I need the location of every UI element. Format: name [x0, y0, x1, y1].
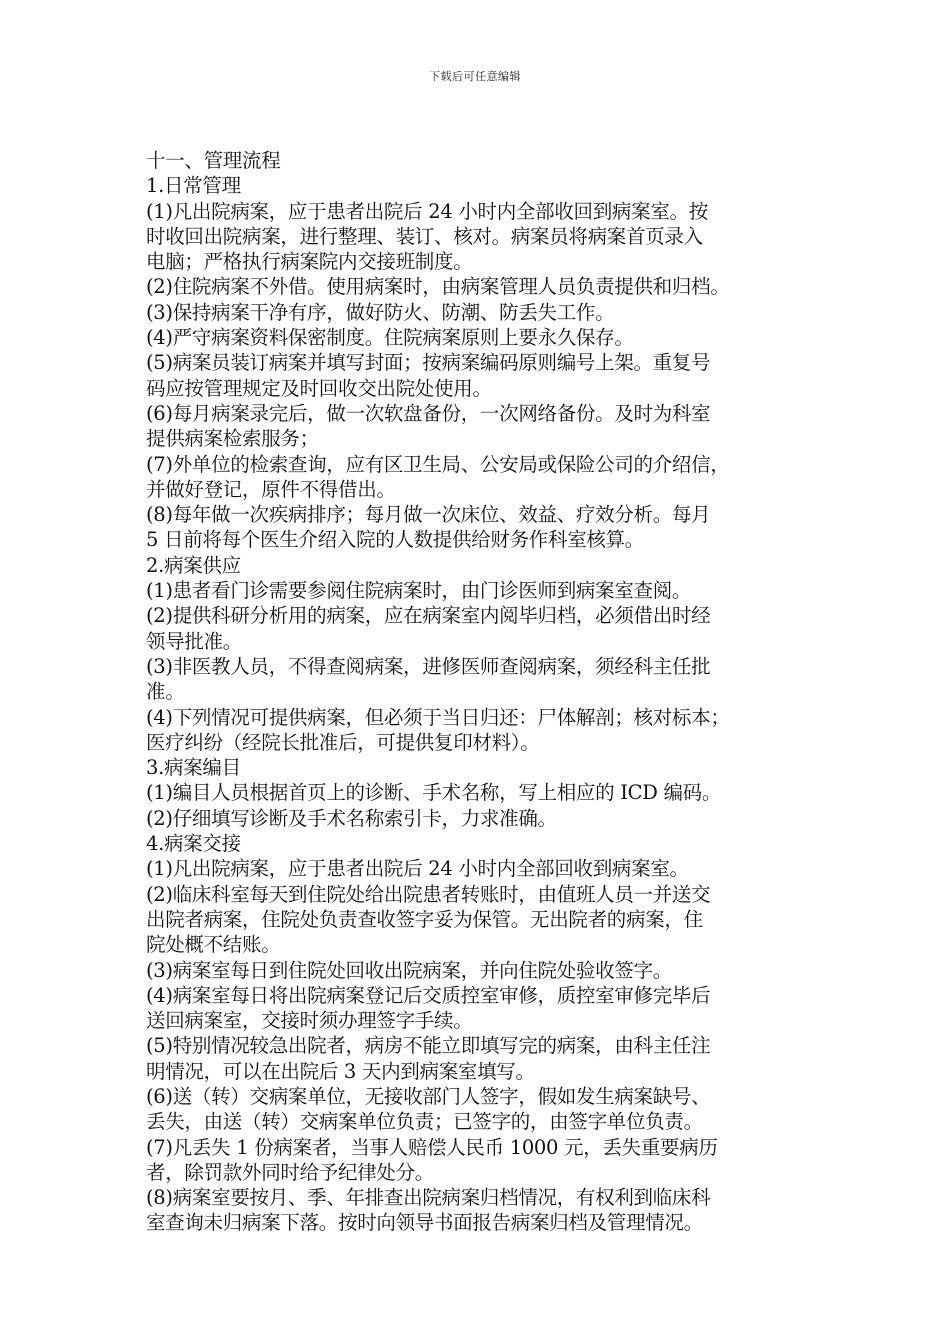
text-line: (7)外单位的检索查询，应有区卫生局、公安局或保险公司的介绍信，: [146, 452, 730, 476]
text-line: (3)病案室每日到住院处回收出院病案，并向住院处验收签字。: [146, 958, 672, 982]
text-line: (6)每月病案录完后，做一次软盘备份，一次网络备份。及时为科室: [146, 401, 711, 425]
text-line: 准。: [146, 680, 185, 704]
page-header: 下载后可任意编辑: [429, 70, 521, 83]
text-line: (8)病案室要按月、季、年排查出院病案归档情况，有权利到临床科: [146, 1186, 711, 1210]
document-body: [146, 148, 818, 1236]
text-line: 时收回出院病案，进行整理、装订、核对。病案员将病案首页录入: [146, 224, 703, 248]
text-line: (3)非医教人员，不得查阅病案，进修医师查阅病案，须经科主任批: [146, 654, 711, 678]
text-line: (5)病案员装订病案并填写封面；按病案编码原则编号上架。重复号: [146, 351, 711, 375]
text-line: 明情况，可以在出院后 3 天内到病案室填写。: [146, 1059, 535, 1083]
text-line: 者，除罚款外同时给予纪律处分。: [146, 1160, 435, 1184]
subsection-heading: 4.病案交接: [146, 832, 241, 856]
subsection-heading: 3.病案编目: [146, 756, 241, 780]
subsection-heading: 2.病案供应: [146, 553, 241, 577]
text-line: 领导批准。: [146, 629, 243, 653]
text-line: (2)提供科研分析用的病案，应在病案室内阅毕归档，必须借出时经: [146, 604, 711, 628]
text-line: (2)住院病案不外借。使用病案时，由病案管理人员负责提供和归档。: [146, 275, 730, 299]
text-line: (8)每年做一次疾病排序；每月做一次床位、效益、疗效分析。每月: [146, 503, 711, 527]
text-line: 电脑；严格执行病案院内交接班制度。: [146, 250, 473, 274]
text-line: (2)临床科室每天到住院处给出院患者转账时，由值班人员一并送交: [146, 882, 711, 906]
text-line: 提供病案检索服务；: [146, 427, 319, 451]
text-line: (3)保持病案干净有序，做好防火、防潮、防丢失工作。: [146, 300, 615, 324]
text-line: (1)编目人员根据首页上的诊断、手术名称，写上相应的 ICD 编码。: [146, 781, 722, 805]
text-line: 5 日前将每个医生介绍入院的人数提供给财务作科室核算。: [146, 528, 645, 552]
text-line: (1)凡出院病案，应于患者出院后 24 小时内全部回收到病案室。: [146, 857, 689, 881]
section-title: 十一、管理流程: [146, 149, 281, 172]
text-line: 丢失，由送（转）交病案单位负责；已签字的，由签字单位负责。: [146, 1110, 703, 1134]
text-line: (4)严守病案资料保密制度。住院病案原则上要永久保存。: [146, 326, 634, 350]
text-line: 医疗纠纷（经院长批准后，可提供复印材料）。: [146, 730, 540, 754]
text-line: (4)病案室每日将出院病案登记后交质控室审修，质控室审修完毕后: [146, 983, 711, 1007]
text-line: 码应按管理规定及时回收交出院处使用。: [146, 376, 492, 400]
text-line: (5)特别情况较急出院者，病房不能立即填写完的病案，由科主任注: [146, 1034, 711, 1058]
text-line: 送回病案室，交接时须办理签字手续。: [146, 1009, 473, 1033]
text-line: 院处概不结账。: [146, 933, 281, 957]
text-line: (7)凡丢失 1 份病案者，当事人赔偿人民币 1000 元，丢失重要病历: [146, 1135, 718, 1159]
text-line: (4)下列情况可提供病案，但必须于当日归还：尸体解剖；核对标本；: [146, 705, 730, 729]
text-line: (1)患者看门诊需要参阅住院病案时，由门诊医师到病案室查阅。: [146, 579, 692, 603]
text-line: 并做好登记，原件不得借出。: [146, 477, 396, 501]
text-line: (2)仔细填写诊断及手术名称索引卡，力求准确。: [146, 806, 557, 830]
text-line: (1)凡出院病案，应于患者出院后 24 小时内全部收回到病案室。按: [146, 199, 708, 223]
text-line: (6)送（转）交病案单位，无接收部门人签字，假如发生病案缺号、: [146, 1084, 711, 1108]
text-line: 室查询未归病案下落。按时向领导书面报告病案归档及管理情况。: [146, 1211, 703, 1235]
text-line: 出院者病案，住院处负责查收签字妥为保管。无出院者的病案，住: [146, 907, 703, 931]
subsection-heading: 1.日常管理: [146, 174, 241, 198]
